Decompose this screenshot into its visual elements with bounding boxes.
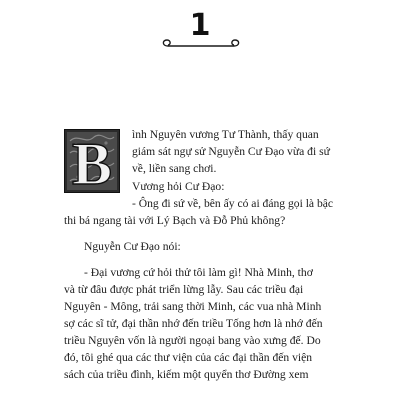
paragraph-line: Nguyên - Mông, trải sang thời Minh, các vua nhà Minh [64,300,322,313]
paragraph-line: triều Nguyên vốn là người ngoại bang vào xưng đế. Do [64,334,321,347]
paragraph-line: Vương hỏi Cư Đạo: [132,180,225,193]
paragraph-line: giám sát ngự sử Nguyễn Cư Đạo vừa đi sứ [132,145,330,158]
paragraph-line: sách của triều đình, kiếm một quyển thơ Đường xem [64,368,309,381]
svg-text:B: B [71,131,113,193]
paragraph-line: - Đại vương cứ hỏi thử tôi làm gì! Nhà Minh, thơ [84,266,313,279]
chapter-number: 1 [189,8,211,43]
dropcap-letter [64,129,120,193]
paragraph-line: và từ đâu được phát triển lừng lẫy. Sau các triều đại [64,283,304,296]
paragraph-line: đó, tôi ghé qua các thư viện của các đại thần đến viện [64,351,313,364]
paragraph-line: thi bá ngang tài với Lý Bạch và Đỗ Phủ không? [64,214,286,227]
chapter-ornament [160,38,242,52]
paragraph-line: sợ các sĩ tử, đại thần nhớ đến triều Tống hơn là nhớ đến [64,317,323,330]
paragraph-line: ình Nguyên vương Tư Thành, thấy quan [132,128,319,141]
paragraph-line: Nguyễn Cư Đạo nói: [84,240,181,253]
paragraph-line: về, liền sang chơi. [132,162,217,175]
paragraph-line: - Ông đi sứ về, bên ấy có ai đáng gọi là bậc [132,197,334,210]
